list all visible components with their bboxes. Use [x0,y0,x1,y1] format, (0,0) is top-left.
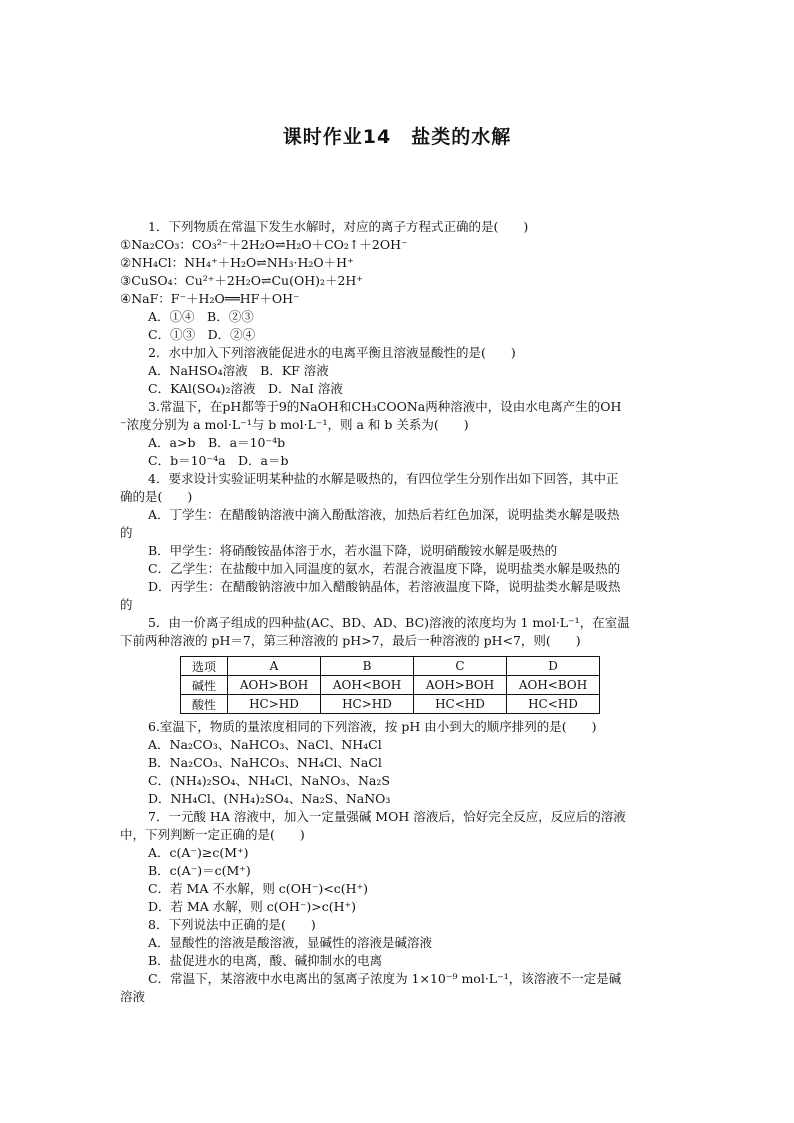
q6-option-d: D．NH₄Cl、(NH₄)₂SO₄、Na₂S、NaNO₃ [148,791,391,806]
q1-eq4: ④NaF：F⁻＋H₂O══HF＋OH⁻ [120,291,300,306]
table-cell: AOH<BOH [507,676,600,695]
table-cell: AOH>BOH [414,676,507,695]
table-cell: 酸性 [181,695,228,714]
table-cell: AOH<BOH [321,676,414,695]
q8-option-b: B．盐促进水的电离，酸、碱抑制水的电离 [148,953,383,968]
q7-option-a: A．c(A⁻)≥c(M⁺) [148,845,249,860]
q8-stem: 8．下列说法中正确的是( ) [148,917,316,932]
q2-options-cd: C．KAl(SO₄)₂溶液 D．NaI 溶液 [148,381,343,396]
table-cell: C [414,657,507,676]
q7-option-d: D．若 MA 水解，则 c(OH⁻)>c(H⁺) [148,899,356,914]
q6-option-a: A．Na₂CO₃、NaHCO₃、NaCl、NH₄Cl [148,737,382,752]
q4-option-b: B．甲学生：将硝酸铵晶体溶于水，若水温下降，说明硝酸铵水解是吸热的 [148,543,558,558]
q1-eq1: ①Na₂CO₃：CO₃²⁻＋2H₂O⇌H₂O＋CO₂↑＋2OH⁻ [120,237,408,252]
table-cell: HC<HD [414,695,507,714]
table-cell: D [507,657,600,676]
q5-stem-line1: 5．由一价离子组成的四种盐(AC、BD、AD、BC)溶液的浓度均为 1 mol·L⁻¹，在室温 [148,615,630,630]
q3-stem-line2: ⁻浓度分别为 a mol·L⁻¹与 b mol·L⁻¹，则 a 和 b 关系为( ) [120,417,469,432]
table-header-row [181,657,600,676]
q7-option-c: C．若 MA 不水解，则 c(OH⁻)<c(H⁺) [148,881,369,896]
question-list [120,218,676,1006]
q4-option-a-line1: A．丁学生：在醋酸钠溶液中滴入酚酞溶液，加热后若红色加深，说明盐类水解是吸热 [148,507,620,522]
q6-option-c: C．(NH₄)₂SO₄、NH₄Cl、NaNO₃、Na₂S [148,773,390,788]
table-row [181,695,600,714]
q7-stem-line2: 中，下列判断一定正确的是( ) [120,827,305,842]
q1-stem: 1．下列物质在常温下发生水解时，对应的离子方程式正确的是( ) [148,219,529,234]
table-cell: AOH>BOH [228,676,321,695]
q1-eq3: ③CuSO₄：Cu²⁺＋2H₂O⇌Cu(OH)₂＋2H⁺ [120,273,363,288]
table-cell: 选项 [181,657,228,676]
table-cell: B [321,657,414,676]
q5-stem-line2: 下前两种溶液的 pH＝7，第三种溶液的 pH>7，最后一种溶液的 pH<7，则( ) [120,633,581,648]
q1-options-cd: C．①③ D．②④ [148,327,256,342]
q6-stem: 6.室温下，物质的量浓度相同的下列溶液，按 pH 由小到大的顺序排列的是( ) [148,719,597,734]
table-cell: HC<HD [507,695,600,714]
q1-eq2: ②NH₄Cl：NH₄⁺＋H₂O⇌NH₃·H₂O＋H⁺ [120,255,354,270]
q3-stem-line1: 3.常温下，在pH都等于9的NaOH和CH₃COONa两种溶液中，设由水电离产生的OH [148,399,622,414]
q4-option-d-line2: 的 [120,597,133,612]
table-cell: 碱性 [181,676,228,695]
q6-option-b: B．Na₂CO₃、NaHCO₃、NH₄Cl、NaCl [148,755,382,770]
q1-options-ab: A．①④ B．②③ [148,309,254,324]
q4-stem-line1: 4．要求设计实验证明某种盐的水解是吸热的，有四位学生分别作出如下回答，其中正 [148,471,619,486]
q2-stem: 2．水中加入下列溶液能促进水的电离平衡且溶液显酸性的是( ) [148,345,516,360]
q2-options-ab: A．NaHSO₄溶液 B．KF 溶液 [148,363,329,378]
q8-option-c-line2: 溶液 [120,989,146,1004]
table-cell: HC>HD [321,695,414,714]
q4-option-d-line1: D．丙学生：在醋酸钠溶液中加入醋酸钠晶体，若溶液温度下降，说明盐类水解是吸热 [148,579,621,594]
q4-option-a-line2: 的 [120,525,133,540]
q3-options-ab: A．a>b B．a＝10⁻⁴b [148,435,286,450]
q8-option-a: A．显酸性的溶液是酸溶液，显碱性的溶液是碱溶液 [148,935,433,950]
table-cell: A [228,657,321,676]
q4-option-c: C．乙学生：在盐酸中加入同温度的氨水，若混合液温度下降，说明盐类水解是吸热的 [148,561,621,576]
q8-option-c-line1: C．常温下，某溶液中水电离出的氢离子浓度为 1×10⁻⁹ mol·L⁻¹，该溶液不一定是碱 [148,971,622,986]
q4-stem-line2: 确的是( ) [120,489,193,504]
q5-options-table [180,656,600,714]
table-cell: HC>HD [228,695,321,714]
q3-options-cd: C．b＝10⁻⁴a D．a＝b [148,453,289,468]
q7-option-b: B．c(A⁻)＝c(M⁺) [148,863,251,878]
q7-stem-line1: 7．一元酸 HA 溶液中，加入一定量强碱 MOH 溶液后，恰好完全反应，反应后的溶液 [148,809,626,824]
page-title: 课时作业14 盐类的水解 [282,126,512,148]
table-row [181,676,600,695]
